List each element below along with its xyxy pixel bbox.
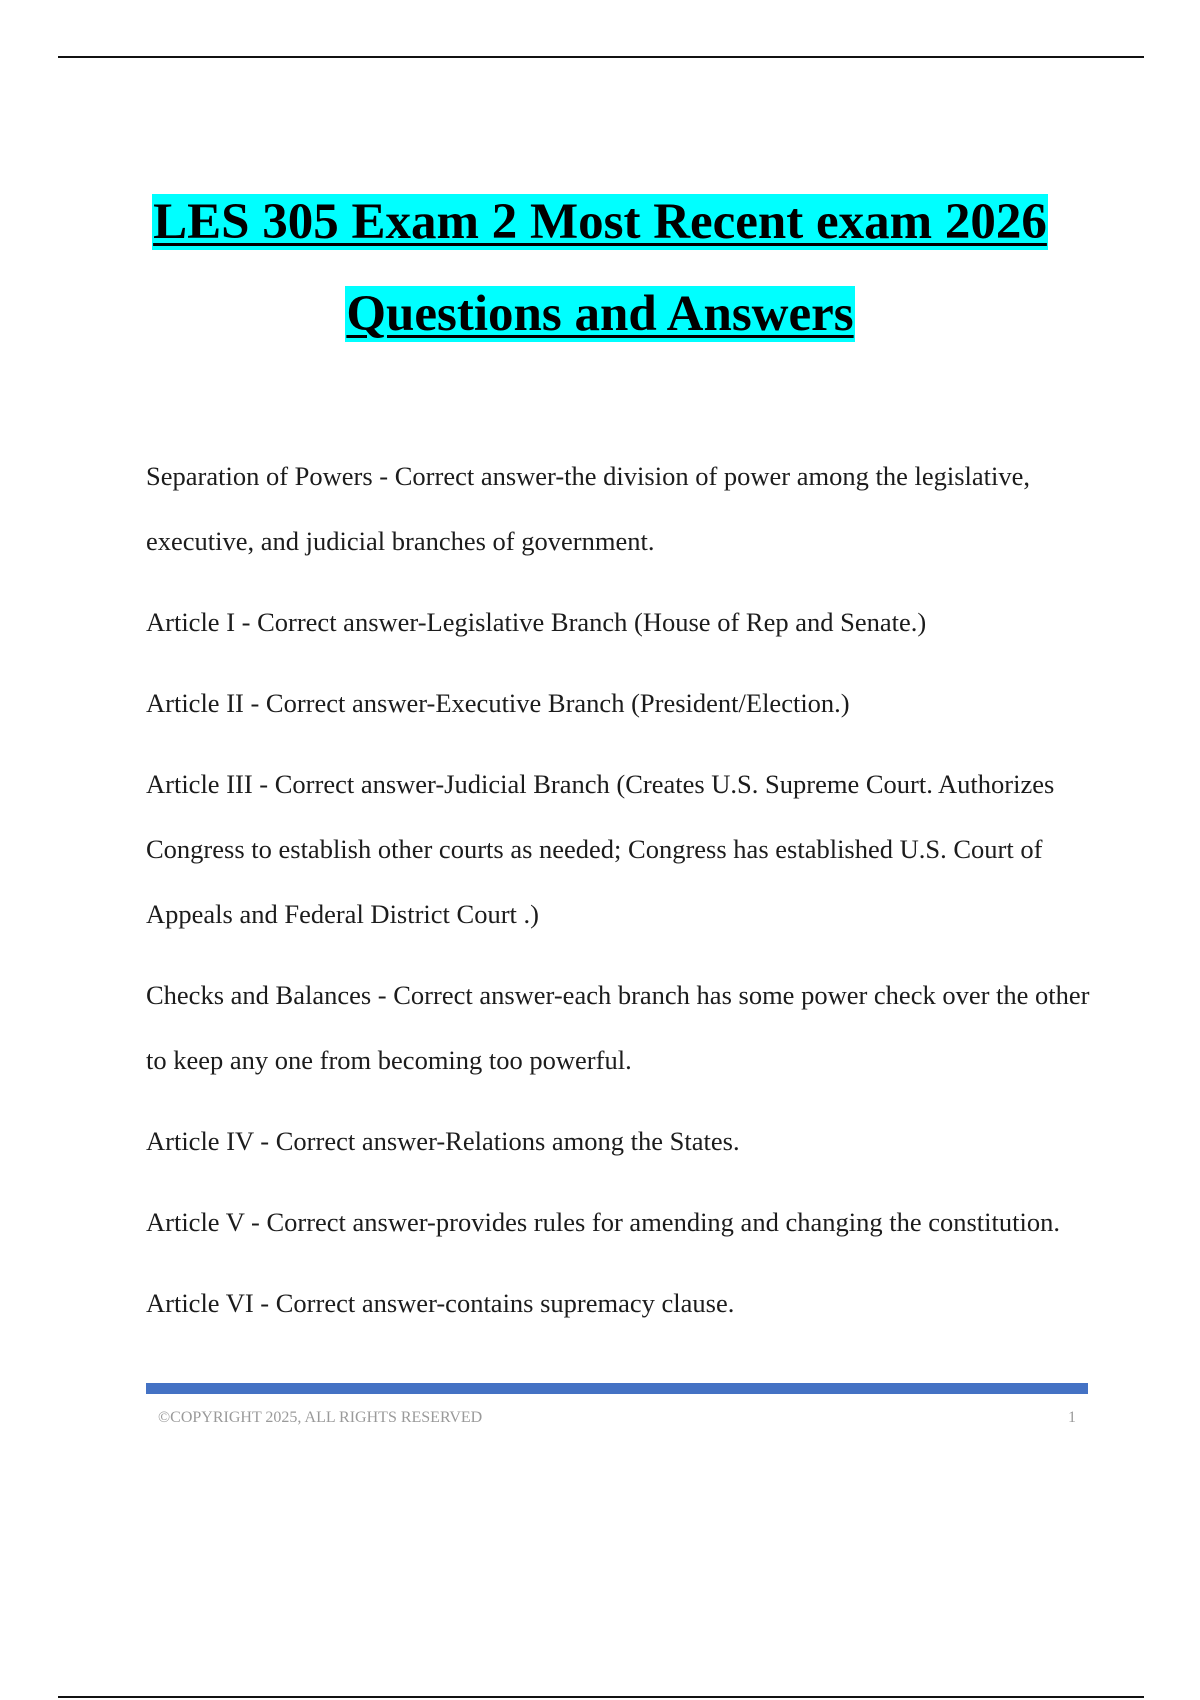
qa-list xyxy=(146,444,1096,1352)
title-line-2 xyxy=(0,268,1200,360)
qa-item-checks-and-balances: Checks and Balances - Correct answer-each branch has some power check over the other to keep any one from becoming too powerful. xyxy=(146,980,1090,1075)
bottom-rule xyxy=(58,1696,1144,1698)
qa-item-article-3: Article III - Correct answer-Judicial Branch (Creates U.S. Supreme Court. Authorizes Congress to establish other courts as needed; Congress has established U.S. Court of Appeals and Federal District Court .) xyxy=(146,769,1055,929)
top-rule xyxy=(58,56,1144,58)
qa-item-article-2: Article II - Correct answer-Executive Branch (President/Election.) xyxy=(146,688,850,718)
footer-bar xyxy=(146,1383,1088,1394)
qa-item-article-4: Article IV - Correct answer-Relations among the States. xyxy=(146,1126,740,1156)
title-text-1: LES 305 Exam 2 Most Recent exam 2026 xyxy=(153,194,1047,250)
footer-copyright: ©COPYRIGHT 2025, ALL RIGHTS RESERVED xyxy=(158,1409,483,1426)
page-title xyxy=(0,176,1200,360)
qa-item-article-5: Article V - Correct answer-provides rules for amending and changing the constitution. xyxy=(146,1207,1060,1237)
page-number: 1 xyxy=(1068,1409,1076,1426)
qa-item-article-1: Article I - Correct answer-Legislative Branch (House of Rep and Senate.) xyxy=(146,607,927,637)
qa-item-article-6: Article VI - Correct answer-contains supremacy clause. xyxy=(146,1288,735,1318)
qa-item-separation-of-powers: Separation of Powers - Correct answer-the division of power among the legislative, executive, and judicial branches of government. xyxy=(146,461,1031,556)
title-text-2: Questions and Answers xyxy=(346,286,854,342)
title-line-1 xyxy=(0,176,1200,268)
